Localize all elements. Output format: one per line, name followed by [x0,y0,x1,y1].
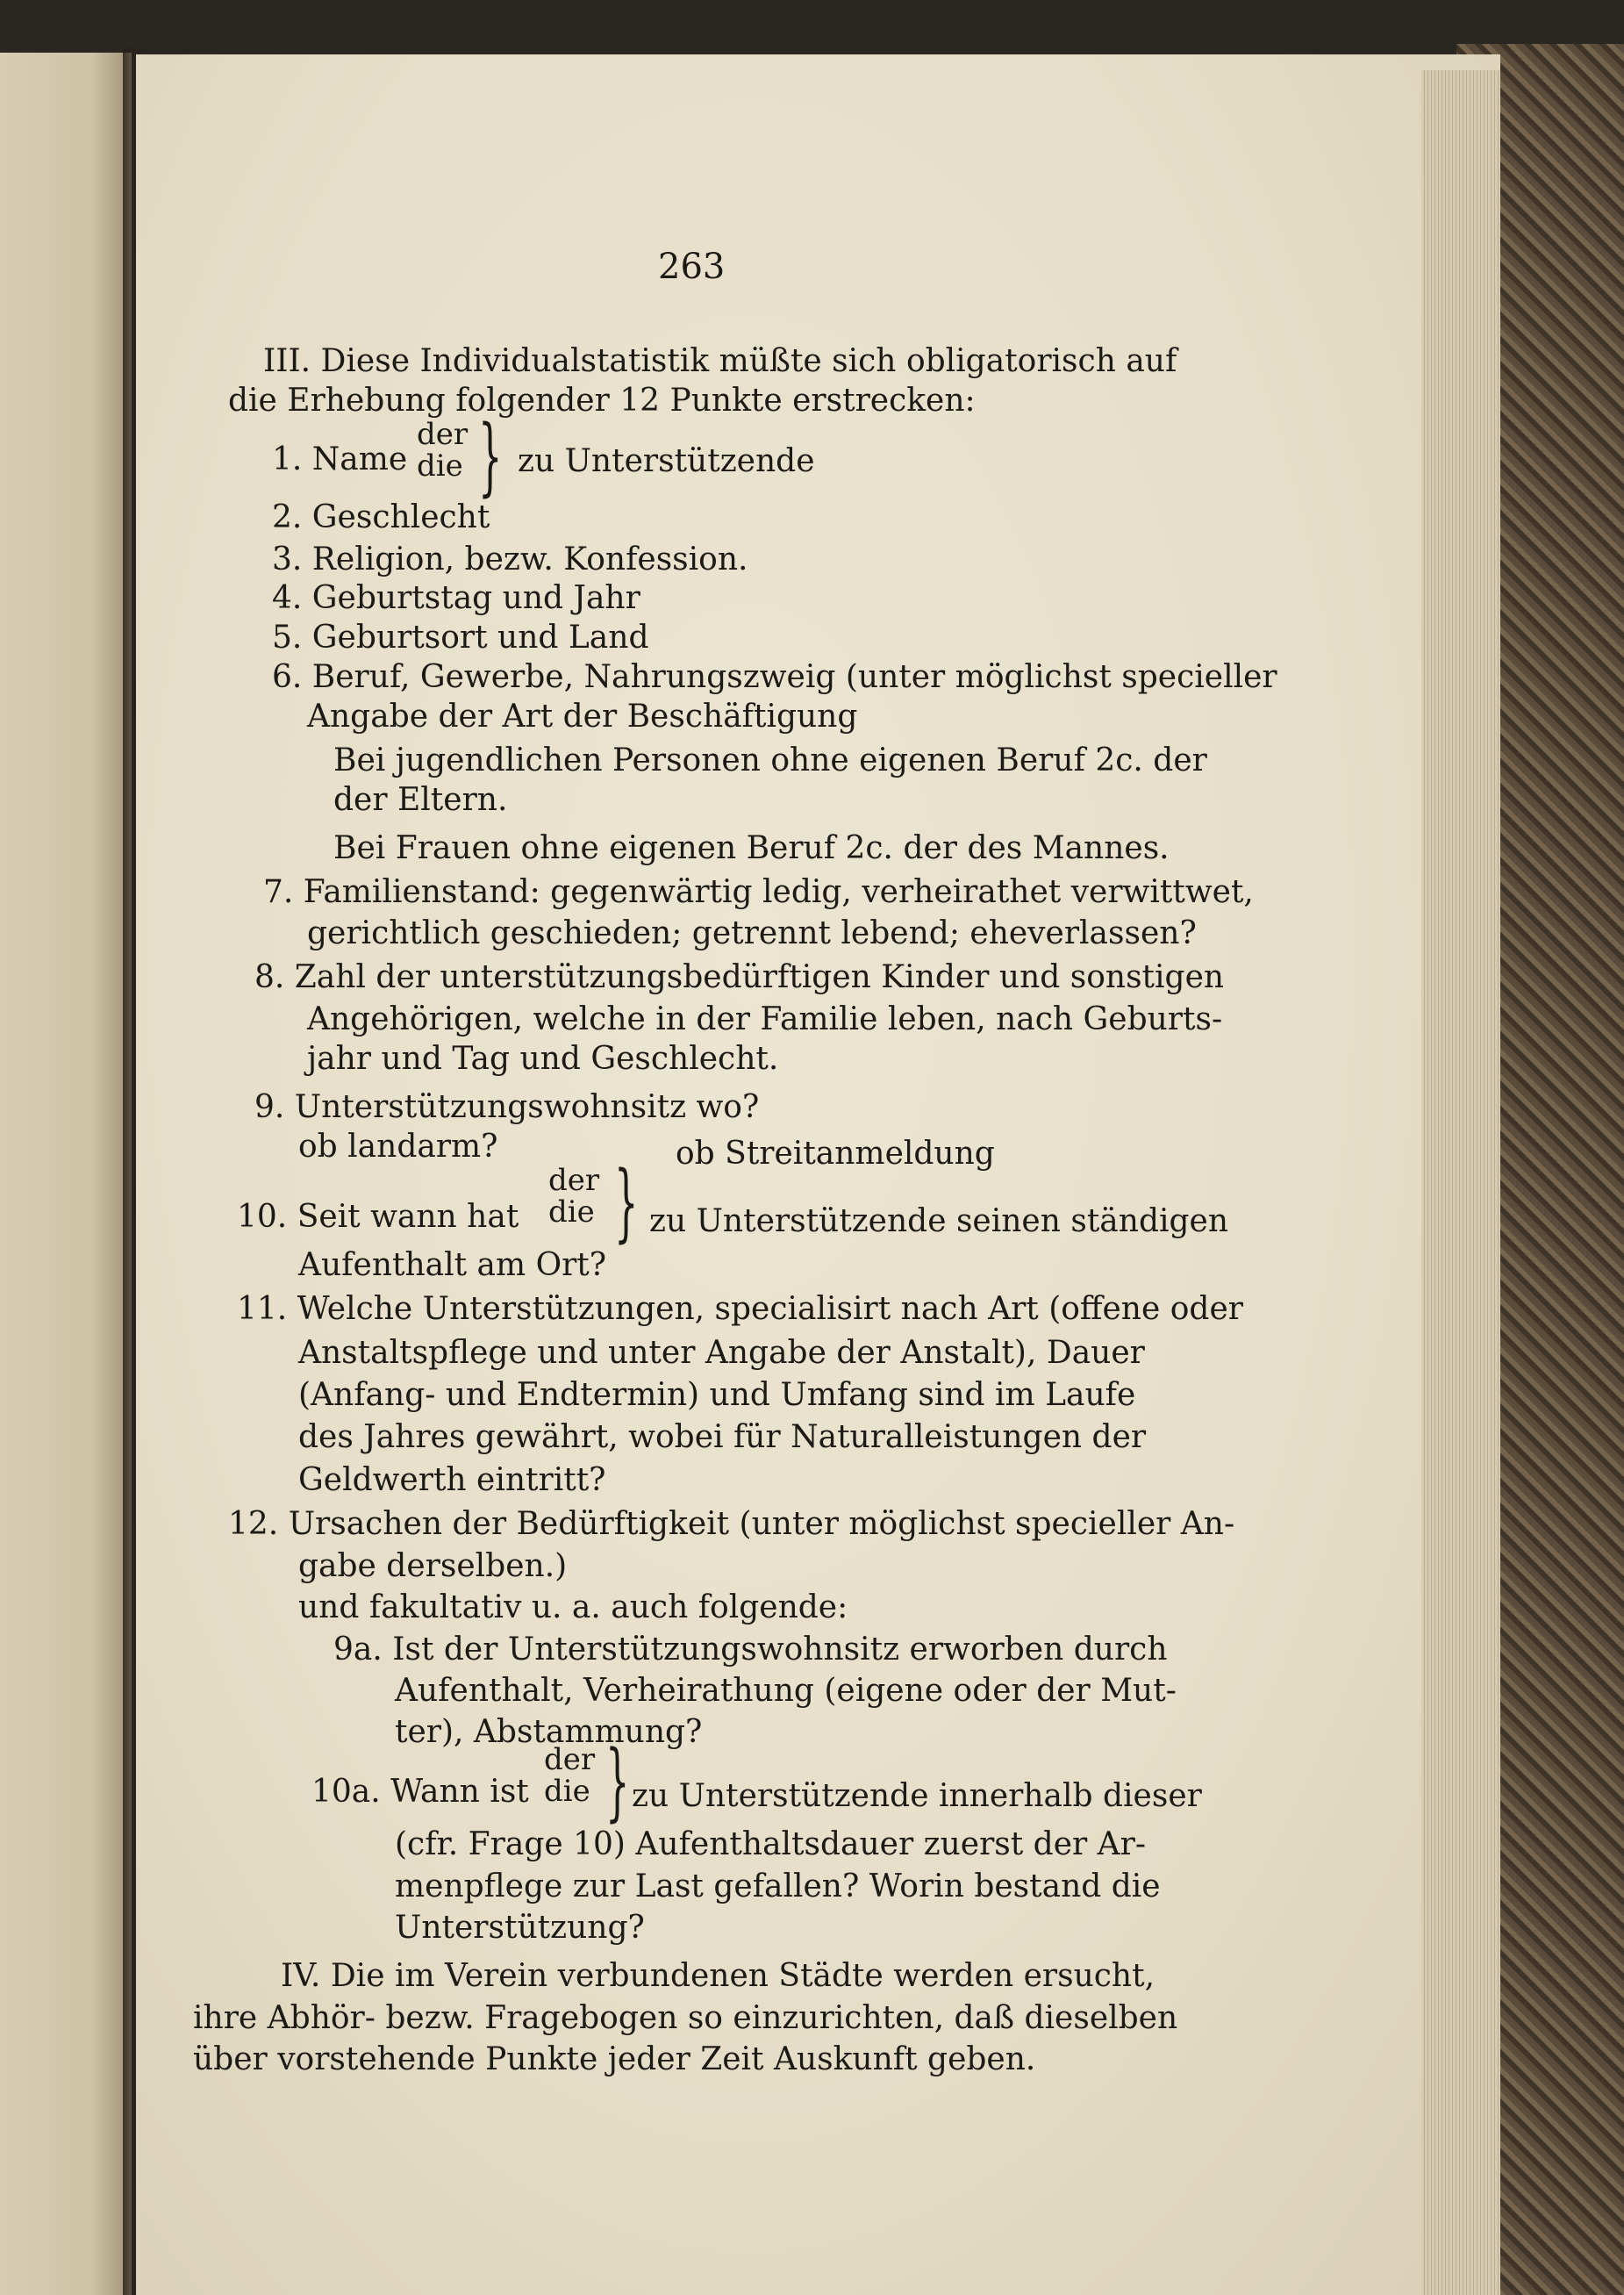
text-line: Anstaltspflege und unter Angabe der Anstalt), Dauer [298,1335,1145,1371]
text-line: Aufenthalt am Ort? [298,1247,607,1283]
text-line: 4. Geburtstag und Jahr [272,580,640,616]
text-line: Aufenthalt, Verheirathung (eigene oder der Mut- [395,1673,1177,1709]
der-die-stack [417,417,469,484]
brace-icon: } [478,407,503,506]
text-line: und fakultativ u. a. auch folgende: [298,1589,848,1625]
brace-icon: } [614,1153,639,1251]
text-line: 3. Religion, bezw. Konfession. [272,541,748,577]
text-line: 8. Zahl der unterstützungsbedürftigen Kinder und sonstigen [254,959,1225,995]
text-line: jahr und Tag und Geschlecht. [307,1041,779,1077]
text-line: der Eltern. [333,782,508,818]
brace-icon: } [605,1732,630,1831]
text-line: 9. Unterstützungswohnsitz wo? [254,1089,760,1125]
text-line: (Anfang- und Endtermin) und Umfang sind im Laufe [298,1377,1136,1413]
der-label: der [548,1163,600,1198]
text-line: 9a. Ist der Unterstützungswohnsitz erworben durch [333,1632,1168,1667]
text-line: menpflege zur Last gefallen? Worin bestand die [395,1868,1161,1904]
text-line: zu Unterstützende [518,443,815,479]
text-line: 11. Welche Unterstützungen, specialisirt nach Art (offene oder [237,1291,1243,1327]
item-1-label: 1. Name [272,441,408,477]
text-line: die Erhebung folgender 12 Punkte erstrecken: [228,383,976,419]
text-line: Angabe der Art der Beschäftigung [307,699,858,735]
text-line: 5. Geburtsort und Land [272,620,649,656]
text-line: Unterstützung? [395,1910,645,1946]
text-line: 7. Familienstand: gegenwärtig ledig, verheirathet verwittwet, [263,874,1254,910]
text-line: Geldwerth eintritt? [298,1462,606,1498]
text-line: 12. Ursachen der Bedürftigkeit (unter möglichst specieller An- [228,1506,1235,1542]
der-label: der [544,1742,596,1777]
der-die-stack [548,1165,599,1228]
text-line: (cfr. Frage 10) Aufenthaltsdauer zuerst der Ar- [395,1826,1147,1862]
text-line: Bei Frauen ohne eigenen Beruf 2c. der des Mannes. [333,830,1170,866]
item-10-label: 10. Seit wann hat [237,1199,519,1235]
text-line: 2. Geschlecht [272,499,490,535]
text-line: ter), Abstammung? [395,1714,703,1750]
text-line: zu Unterstützende innerhalb dieser [632,1778,1202,1814]
item-10a-label: 10a. Wann ist [311,1774,529,1810]
text-line: über vorstehende Punkte jeder Zeit Auskunft geben. [193,2041,1036,2077]
text-line: 6. Beruf, Gewerbe, Nahrungszweig (unter möglichst specieller [272,659,1277,695]
page-number: 263 [658,247,726,287]
die-label: die [417,448,463,484]
der-label: der [417,417,469,452]
text-line: gabe derselben.) [298,1548,568,1584]
text-line: IV. Die im Verein verbundenen Städte werden ersucht, [281,1958,1155,1994]
die-label: die [544,1773,590,1809]
text-line: ob Streitanmeldung [676,1136,995,1172]
text-line: ob landarm? [298,1129,498,1165]
page-edges [1421,70,1500,2295]
text-line: des Jahres gewährt, wobei für Naturalleistungen der [298,1419,1147,1455]
text-line: zu Unterstützende seinen ständigen [649,1203,1229,1239]
der-die-stack [544,1742,596,1809]
text-line: III. Diese Individualstatistik müßte sich obligatorisch auf [263,343,1177,379]
text-line: Bei jugendlichen Personen ohne eigenen Beruf 2c. der [333,742,1207,778]
text-line: gerichtlich geschieden; getrennt lebend; eheverlassen? [307,915,1197,951]
left-page-edge [0,53,132,2295]
text-line: Angehörigen, welche in der Familie leben, nach Geburts- [307,1001,1223,1037]
text-line: ihre Abhör- bezw. Fragebogen so einzurichten, daß dieselben [193,2000,1178,2036]
die-label: die [548,1194,595,1230]
